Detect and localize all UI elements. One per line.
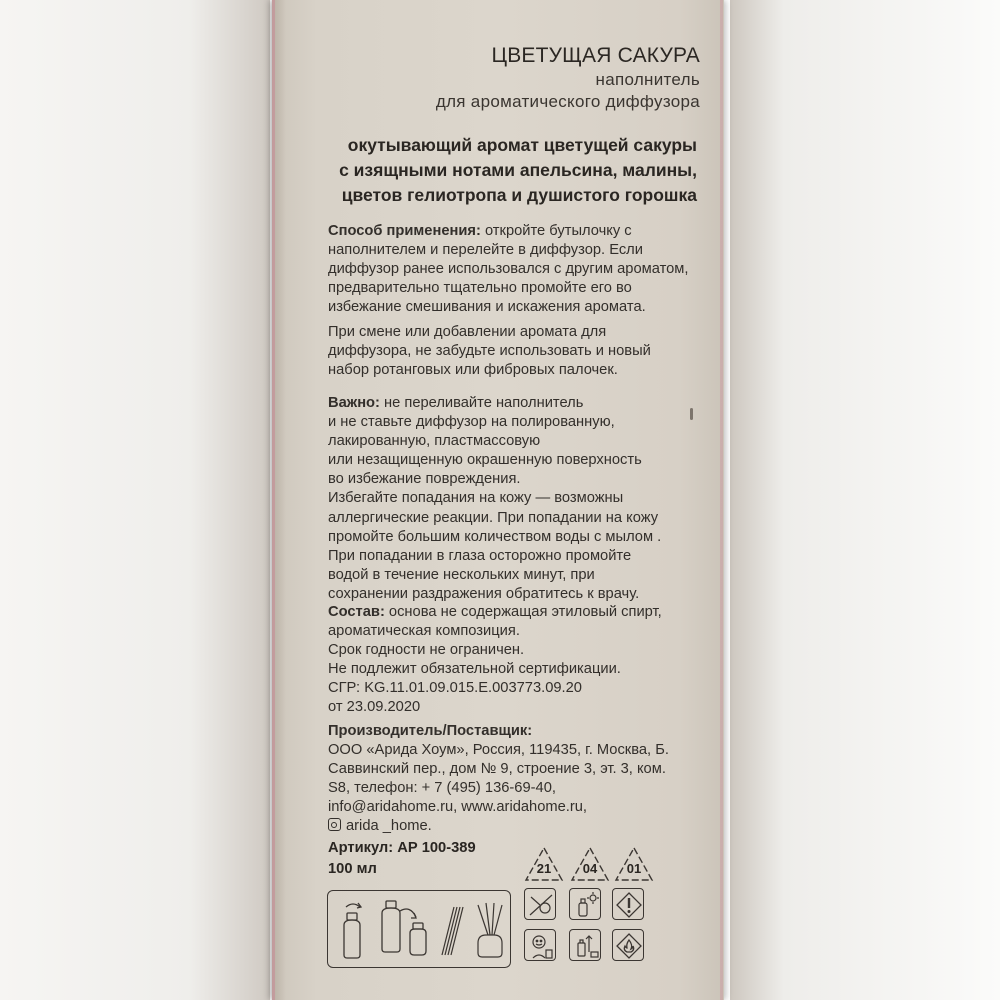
product-title: ЦВЕТУЩАЯ САКУРА [491,44,700,67]
background-right [730,0,1000,1000]
product-subtitle-line2: для ароматического диффузора [435,92,700,111]
product-subtitle-line1: наполнитель [595,70,700,89]
recycling-code-1 [522,844,566,888]
instagram-icon [328,818,341,831]
keep-from-sunlight-icon [569,888,601,920]
storage-temperature-icon [569,929,601,961]
side-edge-right [720,0,723,1000]
keep-away-from-face-icon [524,888,556,920]
pour-into-diffuser-icon [382,901,426,955]
article-code: Артикул: АР 100-389 [328,840,476,856]
recycling-code-number: 04 [582,861,598,876]
aroma-description [300,133,697,208]
exclamation-warning-icon [612,888,644,920]
bottle-open-icon [344,903,361,958]
diffuser-with-sticks-icon [478,903,502,957]
recycling-code-number: 21 [536,861,552,876]
product-volume: 100 мл [328,861,377,877]
usage-steps-box [327,890,511,968]
background-left [0,0,270,1000]
side-edge-left [272,0,275,1000]
aroma-description-text: окутывающий аромат цветущей сакуры с изящными нотами апельсина, малины, цветов гелиотропа и душистого горошка [339,135,697,205]
recycling-code-number: 01 [626,861,642,876]
instagram-handle: arida _home. [346,818,432,835]
change-aroma-note: При смене или добавлении аромата для диффузора, не забудьте использовать и новый набор ротанговых или фибровых палочек. [328,324,651,379]
composition-section [328,603,708,718]
composition-text: основа не содержащая этиловый спирт, ароматическая композиция. Срок годности не ограничен. Не подлежит обязательной сертификации. СГР: KG.11.01.09.015.Е.003773.09.20 от 23.09.2020 [328,604,662,716]
recycling-code-2 [568,844,612,888]
sticks-icon [442,907,463,955]
manufacturer-section [328,722,708,837]
flammable-icon [612,929,644,961]
usage-instructions [328,222,708,317]
usage-label: Способ применения: [328,223,481,239]
composition-label: Состав: [328,604,385,620]
recycling-code-3 [612,844,656,888]
usage-text: откройте бутылочку с наполнителем и перелейте в диффузор. Если диффузор ранее использовался с другим ароматом, предварительно тщательно промойте его во избежание смешивания и искажения аромата. [328,223,689,316]
article-info [328,838,476,880]
keep-from-children-icon [524,929,556,961]
manufacturer-text: ООО «Арида Хоум», Россия, 119435, г. Москва, Б. Саввинский пер., дом № 9, строение 3, эт. 3, ком. S8, телефон: + 7 (495) 136-69-40, info@aridahome.ru, www.aridahome.ru, [328,742,669,816]
manufacturer-label: Производитель/Поставщик: [328,723,533,739]
usage-steps-graphic [328,891,512,969]
warning-section [328,394,708,604]
warning-label: Важно: [328,395,380,411]
warning-text: не переливайте наполнитель и не ставьте диффузор на полированную, лакированную, пластмассовую или незащищенную окрашенную поверхность во избежание повреждения. Избегайте попадания на кожу — возможны аллергические реакции. При попадании на кожу промойте большим количеством воды с мылом . При попадании в глаза осторожно промойте водой в течение нескольких минут, при сохранении раздражения обратитесь к врачу. [328,395,662,602]
